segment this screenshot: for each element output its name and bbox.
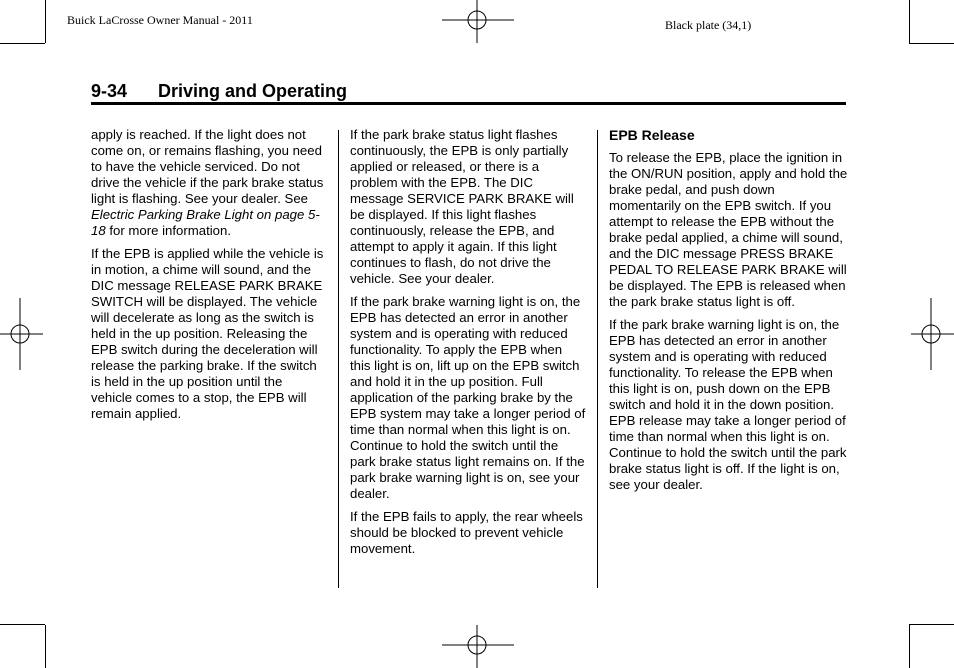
column-3 [609,127,849,500]
section-title: Driving and Operating [158,81,348,101]
column-1 [91,127,327,429]
registration-mark-bottom [440,625,516,668]
plate-label: Black plate (34,1) [665,18,752,32]
paragraph [91,127,327,239]
header-rule [91,102,846,105]
crop-mark [0,624,45,625]
crop-mark [45,0,46,43]
paragraph: If the park brake warning light is on, the EPB has detected an error in another system and is operating with reduced functionality. To apply the EPB when this light is on, lift up on the EPB switch and hold it in the up position. Full application of the parking brake by the EPB system may take a longer period of time than normal when this light is on. Continue to hold the switch until the park brake status light remains on. If the park brake warning light is on, see your dealer. [350,294,586,501]
manual-title: Buick LaCrosse Owner Manual - 2011 [67,13,253,27]
cross-reference-link[interactable]: Electric Parking Brake Light on page 5-18 [91,207,320,238]
paragraph: If the EPB is applied while the vehicle is in motion, a chime will sound, and the DIC message RELEASE PARK BRAKE SWITCH will be displayed. The vehicle will decelerate as long as the switch is held in the up position. Releasing the EPB switch during the deceleration will release the parking brake. If the switch is held in the up position until the vehicle comes to a stop, the EPB will remain applied. [91,246,324,421]
paragraph: If the EPB fails to apply, the rear wheels should be blocked to prevent vehicle movement. [350,509,583,556]
crop-mark [909,43,954,44]
paragraph: If the park brake warning light is on, the EPB has detected an error in another system and is operating with reduced functionality. To release the EPB when this light is on, push down on the EPB switch and hold it in the down position. EPB release may take a longer period of time than normal when this light is on. Continue to hold the switch until the park brake status light is off. If the light is on, see your dealer. [609,317,847,492]
crop-mark [909,625,910,668]
column-2 [350,127,586,564]
subsection-heading: EPB Release [609,127,695,143]
column-divider [338,130,339,588]
paragraph: To release the EPB, place the ignition in the ON/RUN position, apply and hold the brake pedal, and push down momentarily on the EPB switch. If you attempt to release the EPB without the brake pedal applied, a chime will sound, and the DIC message PRESS BRAKE PEDAL TO RELEASE PARK BRAKE will be displayed. The EPB is released when the park brake status light is off. [609,150,848,309]
registration-mark-left [0,296,44,372]
page-number: 9-34 [91,81,128,101]
crop-mark [909,0,910,43]
registration-mark-right [910,296,954,372]
column-divider [597,130,598,588]
paragraph-text: apply is reached. If the light does not come on, or remains flashing, you need to have the vehicle serviced. Do not drive the vehicle if the park brake status light is flashing. See your dealer. See [91,127,324,206]
paragraph-text: for more information. [105,223,231,238]
crop-mark [0,43,45,44]
crop-mark [909,624,954,625]
paragraph: If the park brake status light flashes continuously, the EPB is only partially applied or released, or there is a problem with the EPB. The DIC message SERVICE PARK BRAKE will be displayed. If this light flashes continuously, release the EPB, and attempt to apply it again. If this light continues to flash, do not drive the vehicle. See your dealer. [350,127,574,286]
registration-mark-top [440,0,516,44]
crop-mark [45,625,46,668]
